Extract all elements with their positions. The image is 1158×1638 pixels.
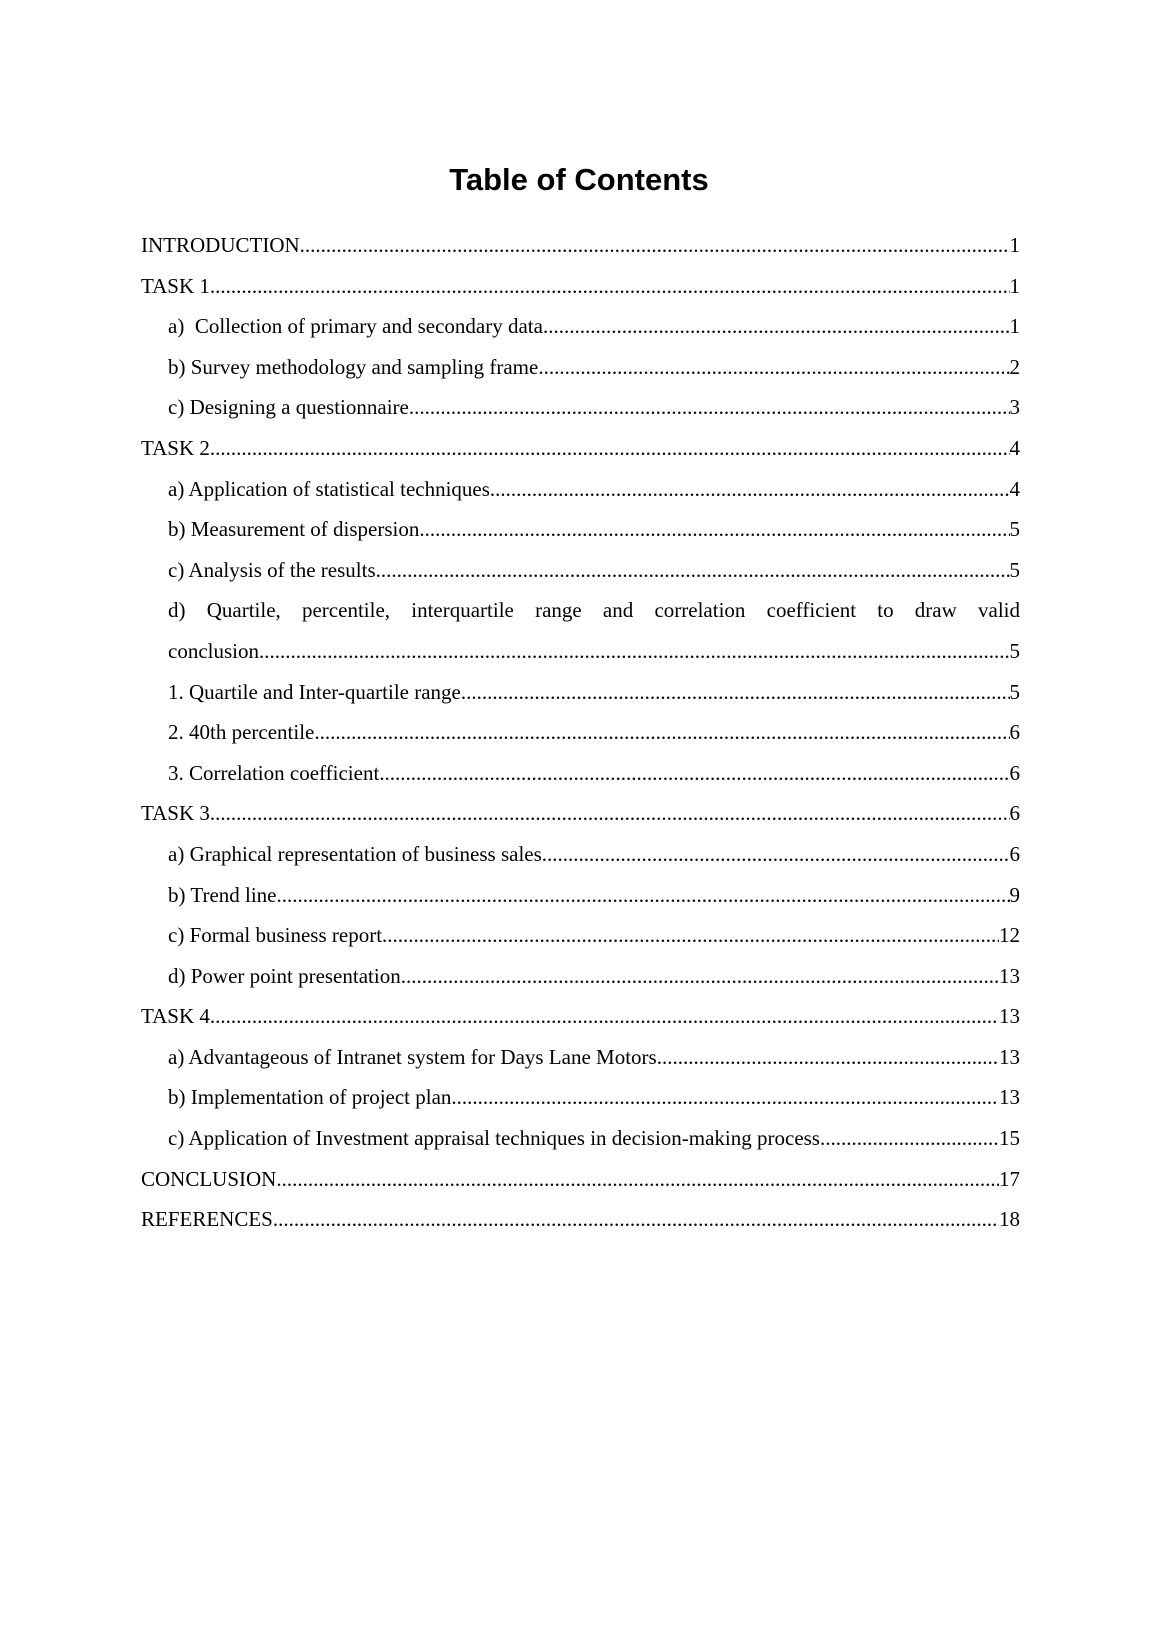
dot-leader <box>820 1118 999 1159</box>
toc-entry-task-4a[interactable] <box>141 1037 1020 1078</box>
toc-entry-correlation[interactable] <box>141 753 1020 794</box>
toc-entry-label: c) Analysis of the results <box>168 557 376 582</box>
dot-leader <box>461 672 1010 713</box>
toc-entry-label: c) Designing a questionnaire <box>168 395 409 420</box>
dot-leader <box>314 712 1009 753</box>
toc-entry-task-3d[interactable] <box>141 956 1020 997</box>
toc-entry-page: 13 <box>999 1085 1020 1110</box>
dot-leader <box>451 1077 999 1118</box>
toc-entry-label: REFERENCES <box>141 1207 273 1232</box>
toc-entry-page: 6 <box>1009 720 1020 745</box>
toc-entry-page: 4 <box>1009 476 1020 501</box>
toc-entry-task-2c[interactable] <box>141 550 1020 591</box>
toc-entry-task-3c[interactable] <box>141 915 1020 956</box>
toc-entry-label: 2. 40th percentile <box>168 720 315 745</box>
toc-title: Table of Contents <box>449 162 709 197</box>
toc-entry-page: 2 <box>1009 354 1020 379</box>
toc-entry-label: a) Advantageous of Intranet system for Days Lane Motors <box>168 1044 657 1069</box>
toc-entry-label: a) Graphical representation of business sales <box>168 841 542 866</box>
toc-entry-page: 9 <box>1009 882 1020 907</box>
toc-entry-percentile[interactable] <box>141 712 1020 753</box>
toc-entry-task-1c[interactable] <box>141 387 1020 428</box>
toc-entry-conclusion[interactable] <box>141 1159 1020 1200</box>
dot-leader <box>300 225 1010 266</box>
dot-leader <box>382 915 999 956</box>
toc-entry-label: b) Implementation of project plan <box>168 1085 452 1110</box>
dot-leader <box>376 550 1010 591</box>
dot-leader <box>273 1199 999 1240</box>
toc-entry-page: 4 <box>1009 435 1020 460</box>
toc-entry-task-2[interactable] <box>141 428 1020 469</box>
toc-entry-label: CONCLUSION <box>141 1166 277 1191</box>
toc-entry-page: 1 <box>1009 273 1020 298</box>
toc-entry-page: 5 <box>1009 679 1020 704</box>
toc-entry-task-1b[interactable] <box>141 347 1020 388</box>
dot-leader <box>259 631 1010 672</box>
toc-list <box>141 225 1020 1240</box>
dot-leader <box>657 1037 999 1078</box>
toc-entry-page: 13 <box>999 1004 1020 1029</box>
toc-entry-label: b) Survey methodology and sampling frame <box>168 354 539 379</box>
toc-entry-page: 12 <box>999 923 1020 948</box>
toc-entry-label: TASK 2 <box>141 435 210 460</box>
dot-leader <box>401 956 999 997</box>
dot-leader <box>210 266 1010 307</box>
toc-entry-label: b) Trend line <box>168 882 277 907</box>
toc-entry-page: 17 <box>999 1166 1020 1191</box>
toc-entry-label: a) Collection of primary and secondary data <box>168 314 543 339</box>
toc-entry-page: 1 <box>1009 314 1020 339</box>
toc-entry-page: 6 <box>1009 841 1020 866</box>
toc-entry-label-line2: conclusion <box>168 638 259 663</box>
dot-leader <box>543 306 1010 347</box>
dot-leader <box>419 509 1009 550</box>
toc-entry-task-4c[interactable] <box>141 1118 1020 1159</box>
toc-entry-label: a) Application of statistical techniques <box>168 476 490 501</box>
dot-leader <box>210 996 999 1037</box>
toc-entry-page: 13 <box>999 963 1020 988</box>
toc-entry-task-3b[interactable] <box>141 875 1020 916</box>
toc-entry-label: TASK 1 <box>141 273 210 298</box>
toc-entry-label: 1. Quartile and Inter-quartile range <box>168 679 461 704</box>
dot-leader <box>542 834 1010 875</box>
toc-entry-page: 5 <box>1009 557 1020 582</box>
toc-entry-label-line1: d) Quartile, percentile, interquartile range and correlation coefficient to draw valid <box>168 598 1020 623</box>
dot-leader <box>210 793 1010 834</box>
toc-entry-page: 15 <box>999 1126 1020 1151</box>
dot-leader <box>379 753 1009 794</box>
dot-leader <box>538 347 1009 388</box>
dot-leader <box>277 875 1010 916</box>
toc-entry-task-3[interactable] <box>141 793 1020 834</box>
toc-entry-task-2a[interactable] <box>141 469 1020 510</box>
toc-entry-label: TASK 4 <box>141 1004 210 1029</box>
toc-entry-page: 5 <box>1009 638 1020 663</box>
toc-entry-task-2b[interactable] <box>141 509 1020 550</box>
toc-entry-task-2d[interactable] <box>141 590 1020 671</box>
toc-entry-task-4b[interactable] <box>141 1077 1020 1118</box>
toc-entry-label: c) Formal business report <box>168 923 383 948</box>
toc-entry-page: 5 <box>1009 517 1020 542</box>
dot-leader <box>276 1159 999 1200</box>
toc-entry-task-3a[interactable] <box>141 834 1020 875</box>
toc-entry-quartile[interactable] <box>141 672 1020 713</box>
toc-entry-task-4[interactable] <box>141 996 1020 1037</box>
dot-leader <box>490 469 1010 510</box>
toc-entry-label: TASK 3 <box>141 801 210 826</box>
dot-leader <box>210 428 1010 469</box>
toc-entry-task-1a[interactable] <box>141 306 1020 347</box>
toc-entry-page: 13 <box>999 1044 1020 1069</box>
toc-entry-page: 6 <box>1009 760 1020 785</box>
toc-entry-page: 1 <box>1009 233 1020 257</box>
toc-entry-label: INTRODUCTION <box>141 233 300 257</box>
toc-entry-introduction[interactable] <box>141 225 1020 266</box>
toc-entry-references[interactable] <box>141 1199 1020 1240</box>
toc-entry-label: b) Measurement of dispersion <box>168 517 420 542</box>
toc-entry-label: d) Power point presentation <box>168 963 401 988</box>
toc-entry-label: c) Application of Investment appraisal techniques in decision-making process <box>168 1126 820 1151</box>
toc-entry-page: 6 <box>1009 801 1020 826</box>
toc-entry-second-line <box>168 631 1020 672</box>
toc-entry-label: 3. Correlation coefficient <box>168 760 380 785</box>
toc-entry-task-1[interactable] <box>141 266 1020 307</box>
dot-leader <box>409 387 1010 428</box>
toc-entry-page: 3 <box>1009 395 1020 420</box>
toc-entry-page: 18 <box>999 1207 1020 1232</box>
